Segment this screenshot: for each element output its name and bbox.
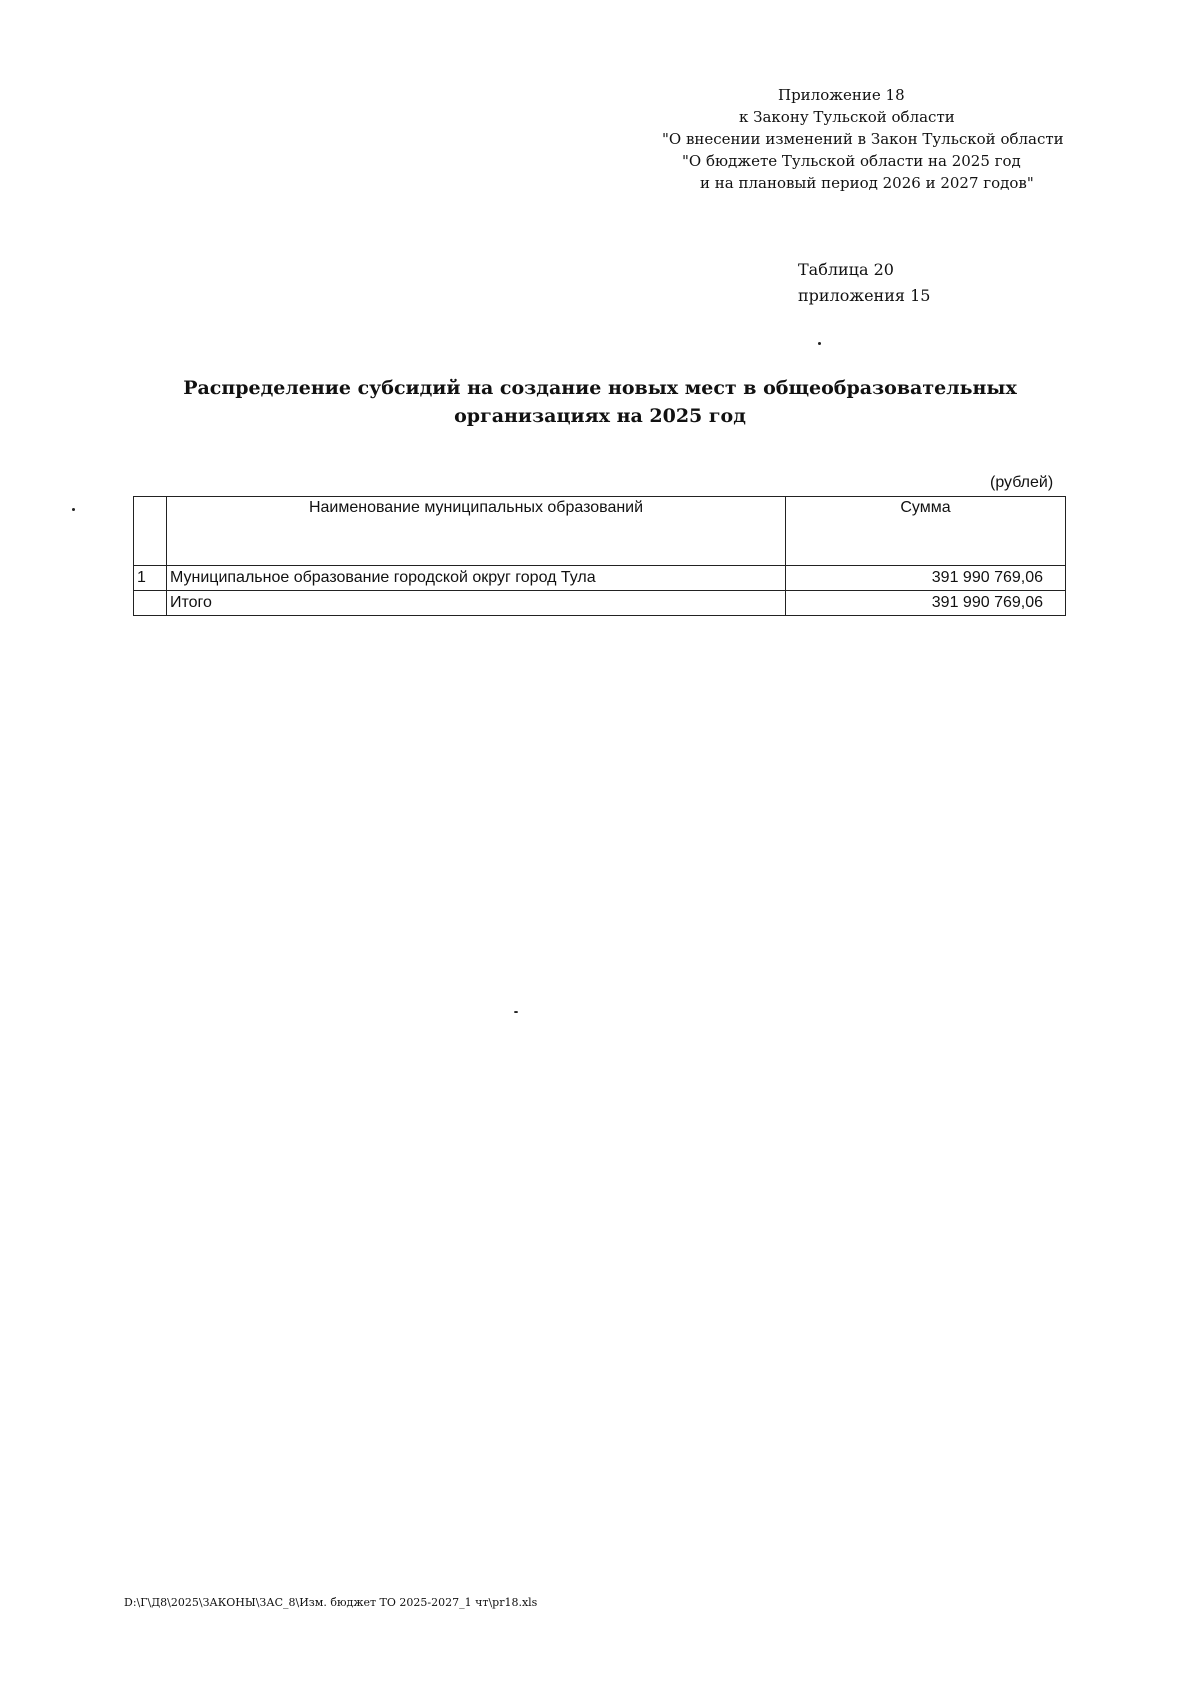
appendix-header: [620, 84, 1064, 194]
document-title-line-1: Распределение субсидий на создание новых мест в общеобразовательных: [183, 377, 1017, 399]
appendix-line-2: к Закону Тульской области: [739, 108, 955, 126]
total-sum-cell: 391 990 769,06: [786, 591, 1066, 616]
table-reference: [798, 257, 930, 309]
table-reference-line-1: Таблица 20: [798, 260, 894, 279]
scan-speck: [514, 1011, 518, 1013]
table-row: [134, 566, 1066, 591]
scan-speck: [818, 342, 821, 345]
document-title-line-2: организациях на 2025 год: [454, 405, 746, 427]
footer-file-path: D:\Г\Д8\2025\ЗАКОНЫ\ЗАС_8\Изм. бюджет ТО 2025-2027_1 чт\pr18.xls: [124, 1596, 538, 1609]
row-name-cell: Муниципальное образование городской округ город Тула: [167, 566, 786, 591]
row-number-cell: 1: [134, 566, 167, 591]
header-sum-cell: Сумма: [786, 497, 1066, 566]
header-name-cell: Наименование муниципальных образований: [167, 497, 786, 566]
total-row: [134, 591, 1066, 616]
document-title: [150, 374, 1050, 430]
appendix-line-3: "О внесении изменений в Закон Тульской области: [662, 130, 1064, 148]
table-header-row: [134, 497, 1066, 566]
units-label: (рублей): [990, 474, 1054, 491]
row-sum-cell: 391 990 769,06: [786, 566, 1066, 591]
scan-speck: [72, 508, 75, 511]
distribution-table: [133, 496, 1066, 616]
table-reference-line-2: приложения 15: [798, 286, 931, 305]
appendix-line-5: и на плановый период 2026 и 2027 годов": [700, 174, 1034, 192]
header-number-cell: [134, 497, 167, 566]
total-number-cell: [134, 591, 167, 616]
appendix-line-4: "О бюджете Тульской области на 2025 год: [682, 152, 1021, 170]
total-label-cell: Итого: [167, 591, 786, 616]
appendix-line-1: Приложение 18: [778, 86, 905, 104]
